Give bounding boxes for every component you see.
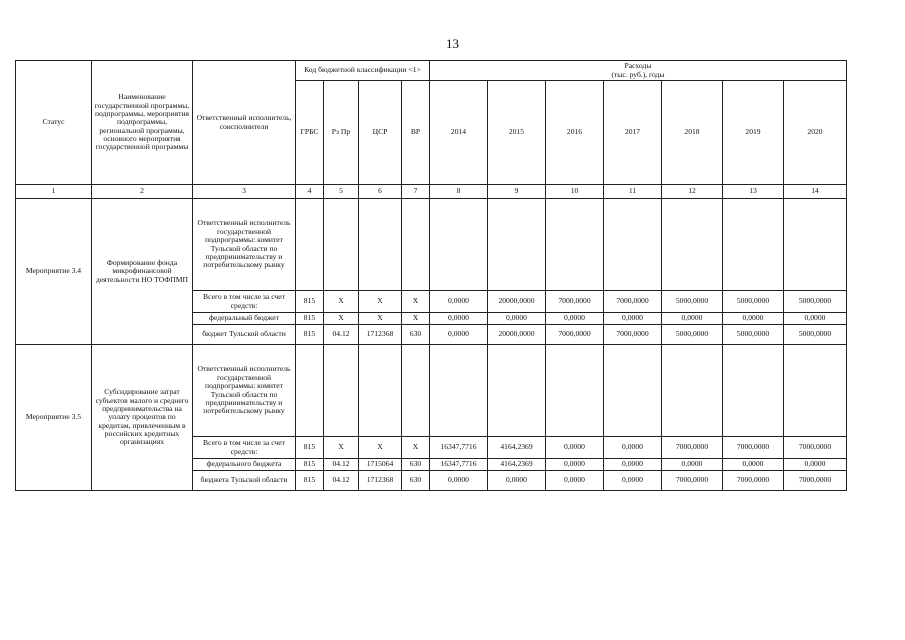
cell-grbs: 815 (296, 437, 324, 459)
cell-grbs: 815 (296, 471, 324, 491)
cell-vr: 630 (402, 325, 430, 345)
cell-value: 16347,7716 (430, 437, 488, 459)
funding-label: федерального бюджета (193, 459, 296, 471)
cell-value: 7000,0000 (784, 471, 847, 491)
event-name: Субсидирование затрат субъектов малого и среднего предпринимательства на уплату процентов по кредитам, привлеченным в российских кредитных организациях (92, 345, 193, 491)
cell-value: 0,0000 (430, 291, 488, 313)
cell-value: 0,0000 (488, 471, 546, 491)
cell-value: 20000,0000 (488, 325, 546, 345)
funding-label: бюджета Тульской области (193, 471, 296, 491)
cell-rzpr: X (324, 437, 359, 459)
cell-rzpr: 04.12 (324, 325, 359, 345)
cell-value: 0,0000 (604, 459, 662, 471)
column-number: 14 (784, 185, 847, 199)
header-rzpr: Рз Пр (324, 81, 359, 185)
column-numbers-row (16, 185, 847, 199)
cell-value: 5000,0000 (662, 291, 723, 313)
cell-value: 0,0000 (662, 313, 723, 325)
header-expenses (430, 61, 847, 81)
cell-value: 4164,2369 (488, 459, 546, 471)
cell-value: 7000,0000 (723, 437, 784, 459)
header-vr: ВР (402, 81, 430, 185)
event-status: Мероприятие 3.5 (16, 345, 92, 491)
header-expenses-title: Расходы (624, 61, 652, 71)
cell-csr: 1712368 (359, 325, 402, 345)
cell-csr: 1715064 (359, 459, 402, 471)
header-year: 2019 (723, 81, 784, 185)
header-year: 2016 (546, 81, 604, 185)
cell-value: 5000,0000 (784, 291, 847, 313)
header-responsible: Ответственный исполнитель, соисполнители (193, 61, 296, 185)
cell-rzpr: 04.12 (324, 471, 359, 491)
cell-value: 0,0000 (604, 313, 662, 325)
cell-value: 16347,7716 (430, 459, 488, 471)
cell-vr: 630 (402, 471, 430, 491)
cell-value: 0,0000 (546, 437, 604, 459)
cell-value: 0,0000 (488, 313, 546, 325)
cell-value: 0,0000 (784, 313, 847, 325)
cell-rzpr: 04.12 (324, 459, 359, 471)
page-number: 13 (446, 36, 459, 51)
cell-value: 4164,2369 (488, 437, 546, 459)
cell-value: 0,0000 (604, 437, 662, 459)
cell-grbs: 815 (296, 459, 324, 471)
cell-vr: X (402, 313, 430, 325)
cell-value: 0,0000 (430, 325, 488, 345)
cell-grbs: 815 (296, 325, 324, 345)
column-number: 12 (662, 185, 723, 199)
cell-value: 5000,0000 (723, 291, 784, 313)
funding-label: Всего в том числе за счет средств: (193, 291, 296, 313)
cell-value: 0,0000 (662, 459, 723, 471)
cell-value: 7000,0000 (784, 437, 847, 459)
column-number: 7 (402, 185, 430, 199)
funding-label: Всего в том числе за счет средств: (193, 437, 296, 459)
column-number: 13 (723, 185, 784, 199)
column-number: 9 (488, 185, 546, 199)
cell-value: 5000,0000 (784, 325, 847, 345)
cell-value: 7000,0000 (546, 291, 604, 313)
cell-csr: 1712368 (359, 471, 402, 491)
column-number: 4 (296, 185, 324, 199)
cell-value: 7000,0000 (662, 437, 723, 459)
event-status: Мероприятие 3.4 (16, 199, 92, 345)
event-responsible: Ответственный исполнитель государственной подпрограммы: комитет Тульской области по предпринимательству и потребительскому рынку (193, 345, 296, 437)
column-number: 2 (92, 185, 193, 199)
cell-grbs: 815 (296, 291, 324, 313)
cell-value: 0,0000 (430, 471, 488, 491)
header-expenses-units: (тыс. руб.), годы (611, 69, 665, 79)
header-row-1 (16, 61, 847, 81)
column-number: 11 (604, 185, 662, 199)
budget-table (15, 60, 847, 491)
event-responsible-row (16, 199, 847, 291)
header-year: 2020 (784, 81, 847, 185)
cell-value: 7000,0000 (604, 291, 662, 313)
column-number: 1 (16, 185, 92, 199)
cell-value: 0,0000 (604, 471, 662, 491)
cell-csr: X (359, 437, 402, 459)
cell-value: 7000,0000 (604, 325, 662, 345)
column-number: 5 (324, 185, 359, 199)
cell-value: 7000,0000 (662, 471, 723, 491)
event-responsible-row (16, 345, 847, 437)
cell-value: 0,0000 (546, 471, 604, 491)
column-number: 10 (546, 185, 604, 199)
header-code-group: Код бюджетной классификации <1> (296, 61, 430, 81)
column-number: 3 (193, 185, 296, 199)
header-csr: ЦСР (359, 81, 402, 185)
cell-value: 20000,0000 (488, 291, 546, 313)
header-grbs: ГРБС (296, 81, 324, 185)
cell-value: 0,0000 (430, 313, 488, 325)
column-number: 6 (359, 185, 402, 199)
funding-label: федеральный бюджет (193, 313, 296, 325)
cell-rzpr: X (324, 313, 359, 325)
header-name: Наименование государственной программы, подпрограммы, мероприятия подпрограммы, региональной программы, основного мероприятия государственной программы (92, 61, 193, 185)
event-name: Формирование фонда микрофинансовой деятельности НО ТОФПМП (92, 199, 193, 345)
funding-label: бюджет Тульской области (193, 325, 296, 345)
cell-value: 7000,0000 (546, 325, 604, 345)
cell-vr: 630 (402, 459, 430, 471)
column-number: 8 (430, 185, 488, 199)
header-year: 2014 (430, 81, 488, 185)
cell-value: 0,0000 (784, 459, 847, 471)
header-year: 2018 (662, 81, 723, 185)
cell-vr: X (402, 437, 430, 459)
cell-value: 0,0000 (723, 313, 784, 325)
cell-value: 5000,0000 (662, 325, 723, 345)
header-year: 2015 (488, 81, 546, 185)
cell-rzpr: X (324, 291, 359, 313)
cell-grbs: 815 (296, 313, 324, 325)
cell-value: 0,0000 (546, 459, 604, 471)
cell-value: 0,0000 (723, 459, 784, 471)
cell-csr: X (359, 313, 402, 325)
cell-vr: X (402, 291, 430, 313)
event-responsible: Ответственный исполнитель государственной подпрограммы: комитет Тульской области по предпринимательству и потребительскому рынку (193, 199, 296, 291)
cell-csr: X (359, 291, 402, 313)
header-status: Статус (16, 61, 92, 185)
cell-value: 5000,0000 (723, 325, 784, 345)
cell-value: 0,0000 (546, 313, 604, 325)
header-year: 2017 (604, 81, 662, 185)
cell-value: 7000,0000 (723, 471, 784, 491)
